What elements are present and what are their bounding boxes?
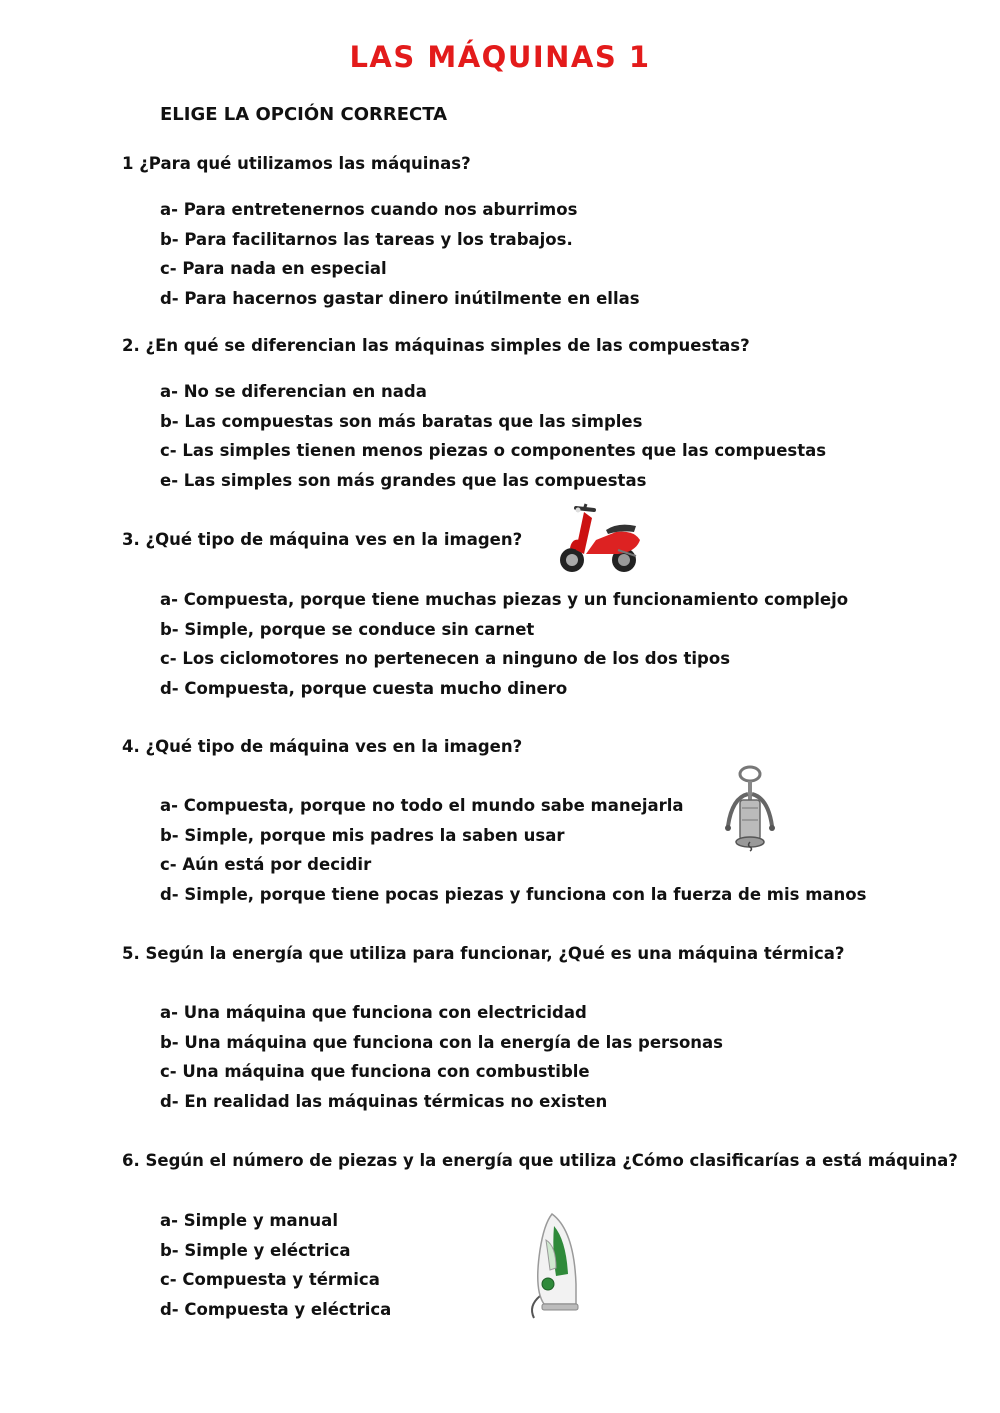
question-3: 3. ¿Qué tipo de máquina ves en la imagen?: [122, 530, 523, 549]
option-1d[interactable]: d- Para hacernos gastar dinero inútilmente en ellas: [160, 289, 640, 309]
option-6c[interactable]: c- Compuesta y térmica: [160, 1270, 380, 1290]
options-list-2: [160, 381, 826, 500]
option-3a[interactable]: a- Compuesta, porque tiene muchas piezas y un funcionamiento complejo: [160, 590, 849, 609]
iron-image: [526, 1210, 582, 1320]
scooter-image: [556, 500, 648, 576]
question-6: 6. Según el número de piezas y la energía que utiliza ¿Cómo clasificarías a está máquina?: [122, 1151, 958, 1170]
option-3b[interactable]: b- Simple, porque se conduce sin carnet: [160, 619, 535, 639]
options-list-3: [160, 589, 848, 708]
question-5: 5. Según la energía que utiliza para funcionar, ¿Qué es una máquina térmica?: [122, 944, 845, 963]
options-list-5: [160, 1002, 723, 1121]
page-title: LAS MÁQUINAS 1: [349, 40, 651, 74]
option-1b[interactable]: b- Para facilitarnos las tareas y los trabajos.: [160, 229, 573, 249]
option-5c[interactable]: c- Una máquina que funciona con combustible: [160, 1062, 590, 1082]
option-4b[interactable]: b- Simple, porque mis padres la saben usar: [160, 825, 565, 845]
question-1: 1 ¿Para qué utilizamos las máquinas?: [122, 154, 471, 173]
option-3d[interactable]: d- Compuesta, porque cuesta mucho dinero: [160, 679, 568, 699]
option-1c[interactable]: c- Para nada en especial: [160, 259, 387, 279]
option-5d[interactable]: d- En realidad las máquinas térmicas no existen: [160, 1092, 608, 1112]
option-2c[interactable]: c- Las simples tienen menos piezas o componentes que las compuestas: [160, 441, 827, 461]
option-5b[interactable]: b- Una máquina que funciona con la energía de las personas: [160, 1032, 724, 1052]
option-4d[interactable]: d- Simple, porque tiene pocas piezas y funciona con la fuerza de mis manos: [160, 885, 867, 905]
option-1a[interactable]: a- Para entretenernos cuando nos aburrimos: [160, 200, 578, 219]
question-2: 2. ¿En qué se diferencian las máquinas simples de las compuestas?: [122, 336, 750, 355]
option-6d[interactable]: d- Compuesta y eléctrica: [160, 1300, 392, 1320]
option-2a[interactable]: a- No se diferencian en nada: [160, 382, 427, 401]
options-list-1: [160, 199, 640, 318]
question-4: 4. ¿Qué tipo de máquina ves en la imagen?: [122, 737, 523, 756]
option-4a[interactable]: a- Compuesta, porque no todo el mundo sabe manejarla: [160, 796, 684, 815]
option-2e[interactable]: e- Las simples son más grandes que las compuestas: [160, 471, 647, 491]
option-5a[interactable]: a- Una máquina que funciona con electricidad: [160, 1003, 587, 1022]
option-3c[interactable]: c- Los ciclomotores no pertenecen a ninguno de los dos tipos: [160, 649, 731, 669]
option-4c[interactable]: c- Aún está por decidir: [160, 855, 372, 875]
instruction: ELIGE LA OPCIÓN CORRECTA: [160, 104, 448, 125]
options-list-6: [160, 1210, 391, 1329]
option-2b[interactable]: b- Las compuestas son más baratas que las simples: [160, 411, 643, 431]
option-6a[interactable]: a- Simple y manual: [160, 1211, 338, 1230]
options-list-4: [160, 795, 866, 914]
option-6b[interactable]: b- Simple y eléctrica: [160, 1240, 351, 1260]
